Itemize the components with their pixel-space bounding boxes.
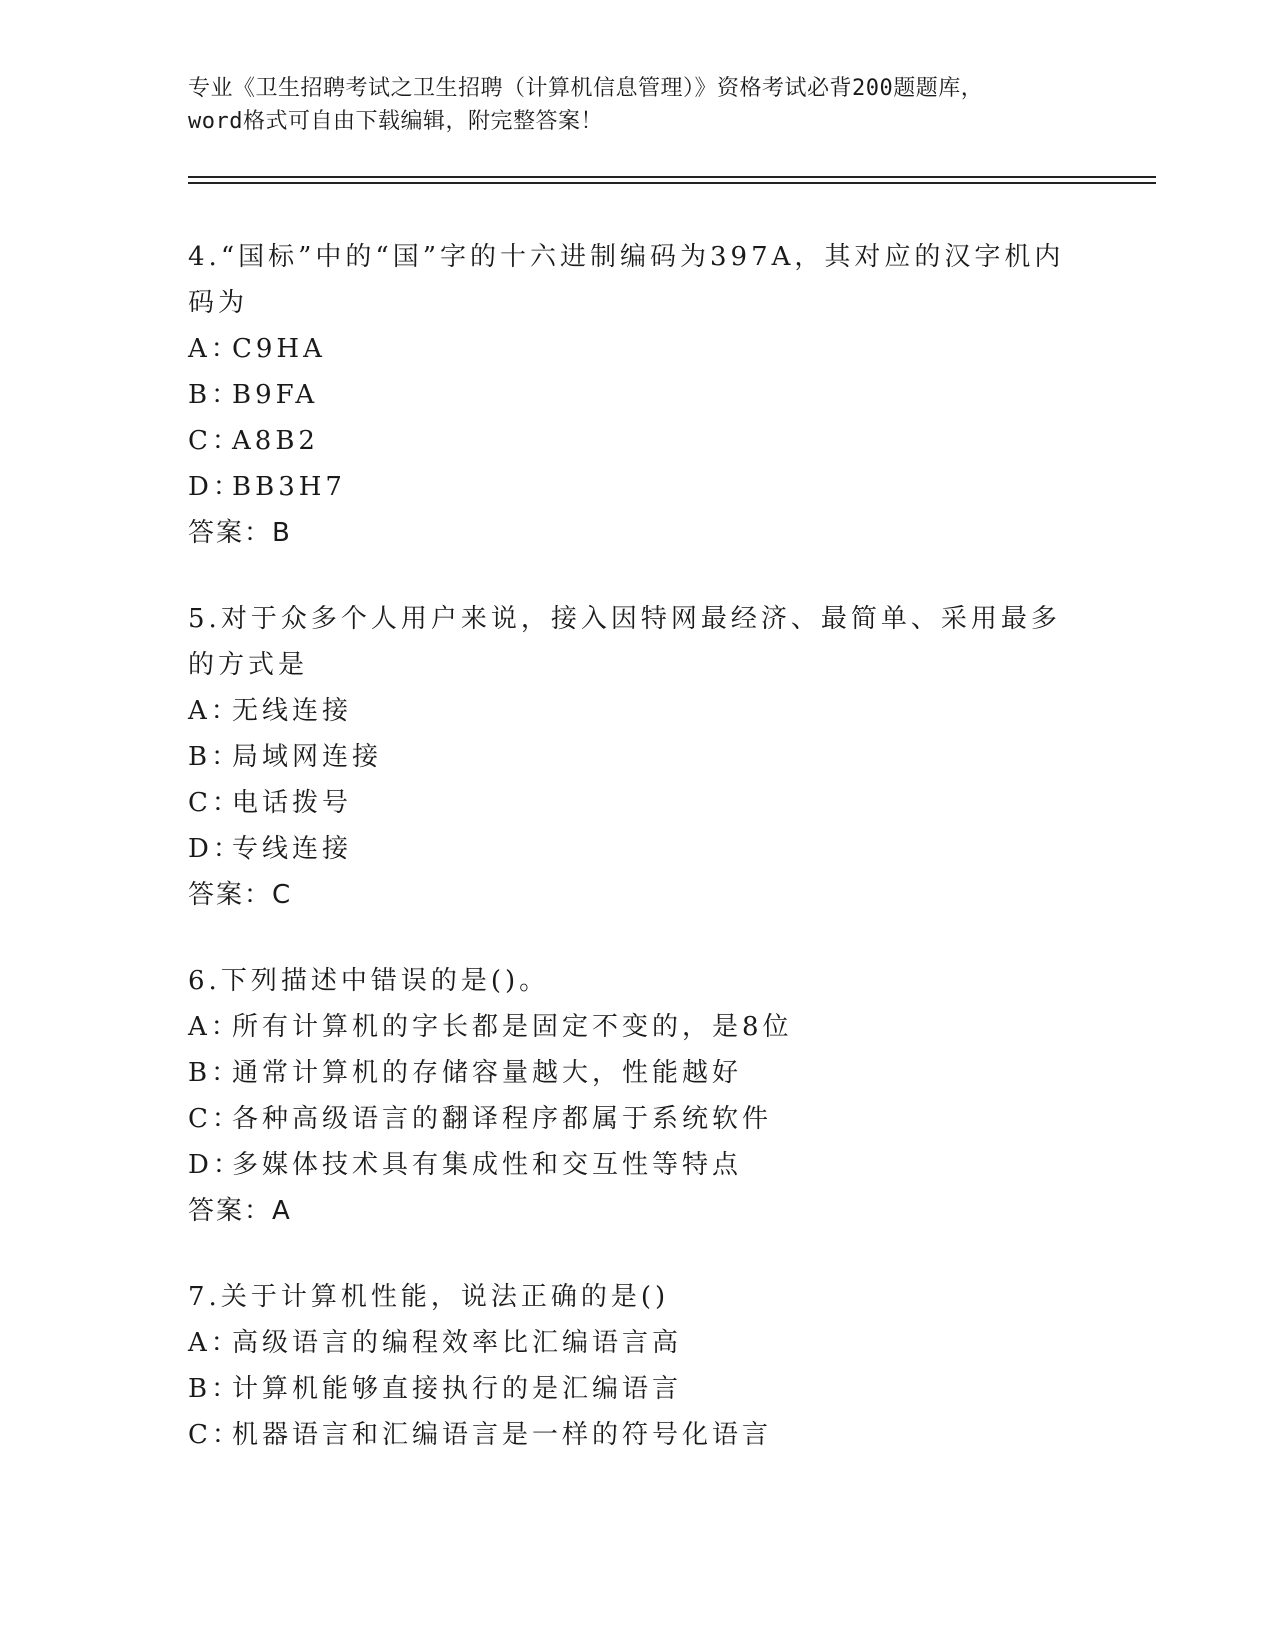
option-text: 通常计算机的存储容量越大，性能越好 — [232, 1058, 743, 1088]
option-text: 局域网连接 — [232, 742, 383, 772]
option-text: 各种高级语言的翻译程序都属于系统软件 — [232, 1104, 773, 1134]
option-a — [188, 1320, 1088, 1366]
question-text — [188, 596, 1088, 688]
option-b — [188, 1366, 1088, 1412]
option-text: BB3H7 — [232, 472, 346, 502]
option-c — [188, 780, 1088, 826]
question-stem: 下列描述中错误的是()。 — [220, 966, 550, 996]
option-text: 专线连接 — [232, 834, 353, 864]
option-c — [188, 1412, 1088, 1458]
option-letter: A： — [188, 334, 241, 364]
option-b — [188, 372, 1088, 418]
option-text: B9FA — [232, 380, 319, 410]
option-text: 高级语言的编程效率比汇编语言高 — [232, 1328, 683, 1358]
option-letter: C： — [188, 1104, 242, 1134]
header-line-1: 专业《卫生招聘考试之卫生招聘（计算机信息管理）》资格考试必背200题题库， — [188, 76, 984, 101]
question-number: 4. — [188, 242, 221, 272]
answer-line: 答案：C — [188, 880, 293, 910]
question-number: 7. — [188, 1282, 221, 1312]
option-text: 无线连接 — [232, 696, 353, 726]
question-text — [188, 958, 1088, 1004]
header-divider-top — [188, 176, 1156, 178]
option-letter: B： — [188, 742, 242, 772]
option-letter: A： — [188, 1328, 241, 1358]
option-letter: B： — [188, 380, 242, 410]
question-number: 5. — [188, 604, 221, 634]
option-b — [188, 734, 1088, 780]
option-letter: B： — [188, 1058, 242, 1088]
question-stem: 关于计算机性能，说法正确的是() — [220, 1282, 670, 1312]
option-d — [188, 1142, 1088, 1188]
option-letter: C： — [188, 788, 242, 818]
option-letter: D： — [188, 472, 243, 502]
option-a — [188, 688, 1088, 734]
option-letter: D： — [188, 1150, 243, 1180]
option-d — [188, 826, 1088, 872]
option-d — [188, 464, 1088, 510]
option-b — [188, 1050, 1088, 1096]
option-letter: A： — [188, 696, 241, 726]
option-letter: C： — [188, 426, 242, 456]
option-c — [188, 1096, 1088, 1142]
question-6 — [188, 958, 1088, 1234]
option-letter: C： — [188, 1420, 242, 1450]
option-text: A8B2 — [232, 426, 319, 456]
header-line-2: word格式可自由下载编辑，附完整答案！ — [188, 109, 603, 134]
option-letter: D： — [188, 834, 243, 864]
question-text — [188, 234, 1088, 326]
option-c — [188, 418, 1088, 464]
option-text: C9HA — [232, 334, 326, 364]
option-text: 多媒体技术具有集成性和交互性等特点 — [232, 1150, 743, 1180]
question-number: 6. — [188, 966, 221, 996]
option-text: 电话拨号 — [232, 788, 353, 818]
option-a — [188, 1004, 1088, 1050]
option-a — [188, 326, 1088, 372]
option-text: 机器语言和汇编语言是一样的符号化语言 — [232, 1420, 773, 1450]
question-4 — [188, 234, 1088, 556]
answer-line: 答案：A — [188, 1196, 292, 1226]
question-list — [188, 234, 1088, 1498]
option-text: 计算机能够直接执行的是汇编语言 — [232, 1374, 683, 1404]
answer-line: 答案：B — [188, 518, 292, 548]
question-stem: 对于众多个人用户来说，接入因特网最经济、最简单、采用最多的方式是 — [188, 604, 1061, 680]
question-5 — [188, 596, 1088, 918]
option-text: 所有计算机的字长都是固定不变的，是8位 — [232, 1012, 793, 1042]
document-header — [188, 72, 1088, 138]
option-letter: A： — [188, 1012, 241, 1042]
header-divider-bottom — [188, 182, 1156, 184]
question-stem: “国标”中的“国”字的十六进制编码为397A，其对应的汉字机内码为 — [188, 242, 1065, 318]
option-letter: B： — [188, 1374, 242, 1404]
question-7 — [188, 1274, 1088, 1458]
question-text — [188, 1274, 1088, 1320]
